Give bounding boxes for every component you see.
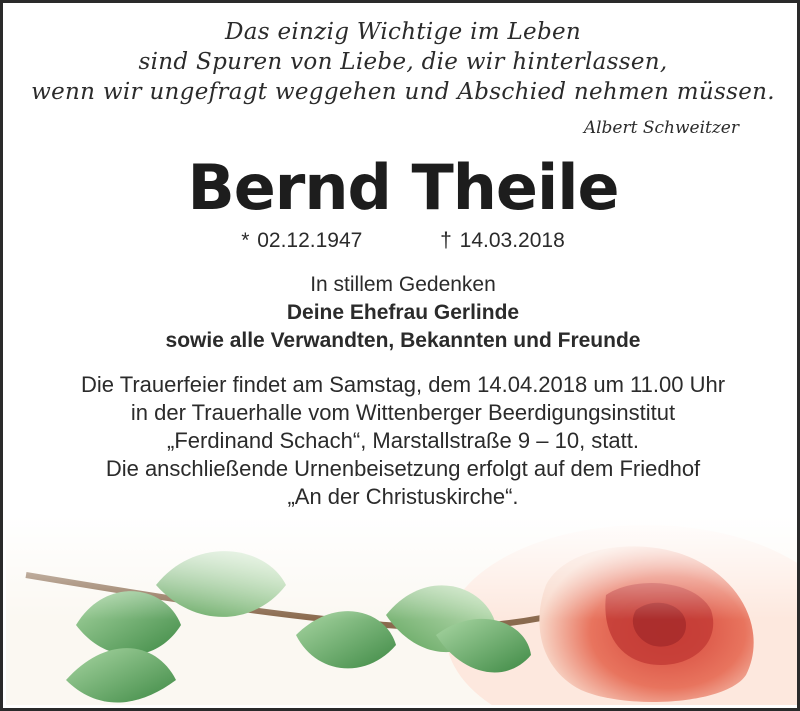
deceased-name: Bernd Theile	[187, 151, 619, 224]
quote-line-1: Das einzig Wichtige im Leben	[225, 19, 581, 45]
quote-line-3: wenn wir ungefragt weggehen und Abschied nehmen müssen.	[31, 79, 775, 105]
mourners-line-2: sowie alle Verwandten, Bekannten und Freunde	[165, 329, 641, 352]
quote-author: Albert Schweitzer	[583, 118, 739, 138]
rose-illustration	[6, 515, 800, 705]
mourners-intro: In stillem Gedenken	[310, 273, 496, 296]
funeral-line-1: Die Trauerfeier findet am Samstag, dem 14.04.2018 um 11.00 Uhr	[80, 372, 726, 397]
funeral-line-3: „Ferdinand Schach“, Marstallstraße 9 – 10, statt.	[167, 428, 639, 453]
birth-date: * 02.12.1947	[241, 229, 363, 252]
mourners	[3, 271, 800, 355]
funeral-line-2: in der Trauerhalle vom Wittenberger Beerdigungsinstitut	[130, 400, 676, 425]
funeral-line-4: Die anschließende Urnenbeisetzung erfolgt auf dem Friedhof	[105, 456, 701, 481]
mourners-line-1: Deine Ehefrau Gerlinde	[286, 301, 520, 324]
funeral-details	[3, 371, 800, 511]
death-date: † 14.03.2018	[440, 229, 565, 252]
life-dates	[3, 229, 800, 253]
quote-line-2: sind Spuren von Liebe, die wir hinterlassen,	[138, 49, 668, 75]
quote	[3, 17, 800, 107]
funeral-line-5: „An der Christuskirche“.	[287, 484, 519, 509]
